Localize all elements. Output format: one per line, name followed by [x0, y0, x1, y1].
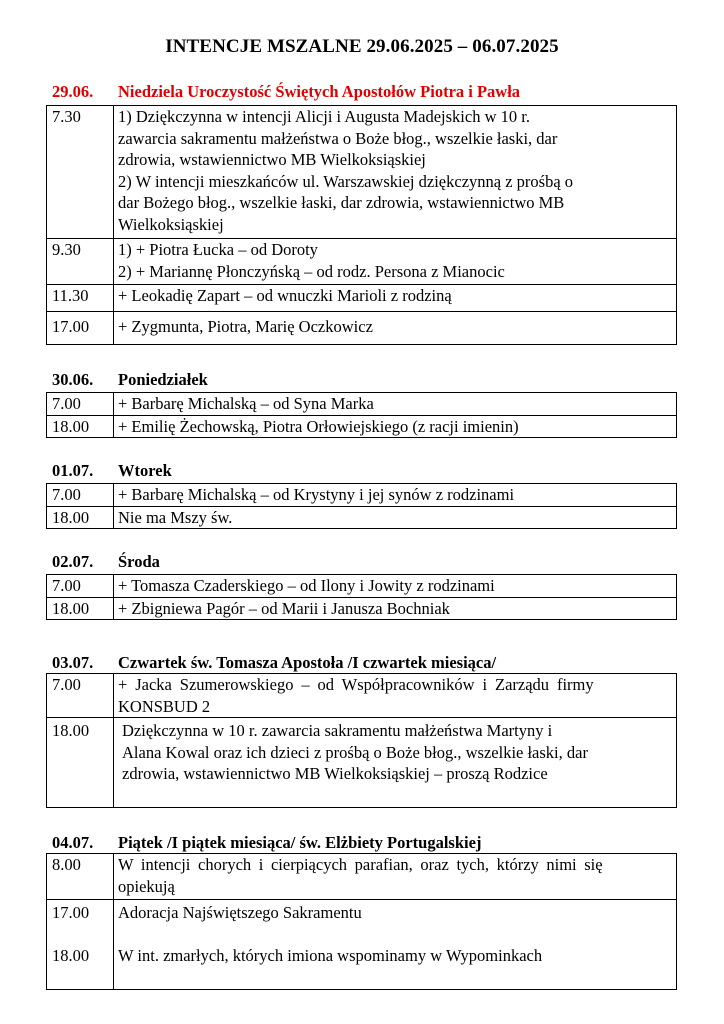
mass-intention	[114, 597, 677, 620]
mass-intention	[114, 900, 677, 990]
table-row	[47, 106, 677, 239]
mass-time: 7.00	[47, 674, 114, 718]
intention-line: + Tomasza Czaderskiego – od Ilony i Jowity z rodzinami	[118, 576, 495, 595]
table-row	[47, 854, 677, 900]
day-date: 04.07.	[52, 833, 94, 852]
day-name: Wtorek	[118, 461, 172, 480]
mass-intention	[114, 484, 677, 507]
intention-line: zawarcia sakramentu małżeństwa o Boże błog., wszelkie łaski, dar	[118, 128, 558, 148]
day-name: Niedziela Uroczystość Świętych Apostołów Piotra i Pawła	[118, 82, 521, 101]
table-row	[47, 718, 677, 808]
schedule-table	[46, 853, 677, 990]
intention-line: 1) + Piotra Łucka – od Doroty	[118, 240, 318, 259]
mass-time-value: 18.00	[52, 945, 90, 965]
intention-line: + Leokadię Zapart – od wnuczki Marioli z rodziną	[118, 286, 452, 305]
intention-line: KONSBUD 2	[118, 696, 211, 716]
day-name: Poniedziałek	[118, 370, 208, 389]
table-row	[47, 312, 677, 345]
table-row	[47, 285, 677, 312]
mass-intention	[114, 854, 677, 900]
mass-intention	[114, 285, 677, 312]
mass-time: 18.00	[47, 597, 114, 620]
mass-time: 11.30	[47, 285, 114, 312]
intention-line: Alana Kowal oraz ich dzieci z prośbą o Boże błog., wszelkie łaski, dar	[122, 742, 588, 762]
table-row	[47, 415, 677, 438]
intention-line: 2) W intencji mieszkańców ul. Warszawskiej dziękczynną z prośbą o	[118, 171, 574, 191]
day-date: 03.07.	[52, 653, 94, 672]
intention-line: opiekują	[118, 876, 175, 896]
mass-intention	[114, 718, 677, 808]
day-date: 01.07.	[52, 461, 94, 480]
day-heading	[52, 82, 520, 102]
intention-line: 1) Dziękczynna w intencji Alicji i Augusta Madejskich w 10 r.	[118, 107, 530, 126]
intention-line: Dziękczynna w 10 r. zawarcia sakramentu małżeństwa Martyny i	[122, 721, 553, 740]
day-name: Piątek /I piątek miesiąca/ św. Elżbiety Portugalskiej	[118, 833, 482, 852]
day-heading	[52, 370, 208, 390]
table-row	[47, 484, 677, 507]
table-row	[47, 674, 677, 718]
mass-time: 7.00	[47, 393, 114, 416]
day-heading	[52, 833, 481, 853]
table-row	[47, 239, 677, 285]
day-date: 30.06.	[52, 370, 94, 389]
table-row	[47, 900, 677, 990]
intention-line: 2) + Mariannę Płonczyńską – od rodz. Persona z Mianocic	[118, 261, 505, 281]
mass-time: 18.00	[47, 506, 114, 529]
table-row	[47, 575, 677, 598]
mass-intention	[114, 312, 677, 345]
mass-intention	[114, 674, 677, 718]
day-name: Czwartek św. Tomasza Apostoła /I czwartek miesiąca/	[118, 653, 497, 672]
intention-line: zdrowia, wstawiennictwo MB Wielkoksiąskiej	[118, 150, 426, 169]
page-title: INTENCJE MSZALNE 29.06.2025 – 06.07.2025	[165, 36, 559, 57]
table-row	[47, 393, 677, 416]
mass-time: 18.00	[47, 718, 114, 808]
mass-time	[47, 900, 114, 990]
mass-intention	[114, 393, 677, 416]
intention-line: W int. zmarłych, których imiona wspominamy w Wypominkach	[118, 945, 543, 965]
schedule-table	[46, 483, 677, 529]
intention-line: + Jacka Szumerowskiego – od Współpracowników i Zarządu firmy	[118, 675, 594, 694]
mass-time: 9.30	[47, 239, 114, 285]
mass-intention	[114, 506, 677, 529]
intention-line: + Zygmunta, Piotra, Marię Oczkowicz	[118, 317, 373, 336]
schedule-table	[46, 673, 677, 808]
mass-time: 18.00	[47, 415, 114, 438]
mass-time: 7.00	[47, 484, 114, 507]
day-heading	[52, 552, 160, 572]
schedule-table	[46, 574, 677, 620]
intention-line: Adoracja Najświętszego Sakramentu	[118, 903, 362, 922]
mass-intention	[114, 575, 677, 598]
mass-time-value: 17.00	[52, 903, 90, 922]
day-heading	[52, 653, 496, 673]
intention-line: Nie ma Mszy św.	[118, 507, 233, 527]
table-row	[47, 506, 677, 529]
intention-line: Wielkoksiąskiej	[118, 214, 224, 234]
intention-line: W intencji chorych i cierpiących parafian, oraz tych, którzy nimi się	[118, 855, 603, 874]
mass-intention	[114, 106, 677, 239]
schedule-table	[46, 392, 677, 438]
mass-intention	[114, 239, 677, 285]
intention-line: + Emilię Żechowską, Piotra Orłowiejskiego (z racji imienin)	[118, 416, 519, 436]
table-row	[47, 597, 677, 620]
intention-line: dar Bożego błog., wszelkie łaski, dar zdrowia, wstawiennictwo MB	[118, 193, 565, 212]
day-date: 02.07.	[52, 552, 94, 571]
intention-line: + Zbigniewa Pagór – od Marii i Janusza Bochniak	[118, 598, 450, 618]
mass-intention	[114, 415, 677, 438]
day-name: Środa	[118, 552, 160, 571]
day-date: 29.06.	[52, 82, 94, 101]
schedule-table	[46, 105, 677, 345]
mass-time: 7.30	[47, 106, 114, 239]
mass-time: 8.00	[47, 854, 114, 900]
mass-time: 7.00	[47, 575, 114, 598]
intention-line: + Barbarę Michalską – od Krystyny i jej synów z rodzinami	[118, 485, 515, 504]
intention-line: zdrowia, wstawiennictwo MB Wielkoksiąskiej – proszą Rodzice	[122, 764, 548, 783]
intention-line: + Barbarę Michalską – od Syna Marka	[118, 394, 374, 413]
day-heading	[52, 461, 172, 481]
mass-time: 17.00	[47, 312, 114, 345]
